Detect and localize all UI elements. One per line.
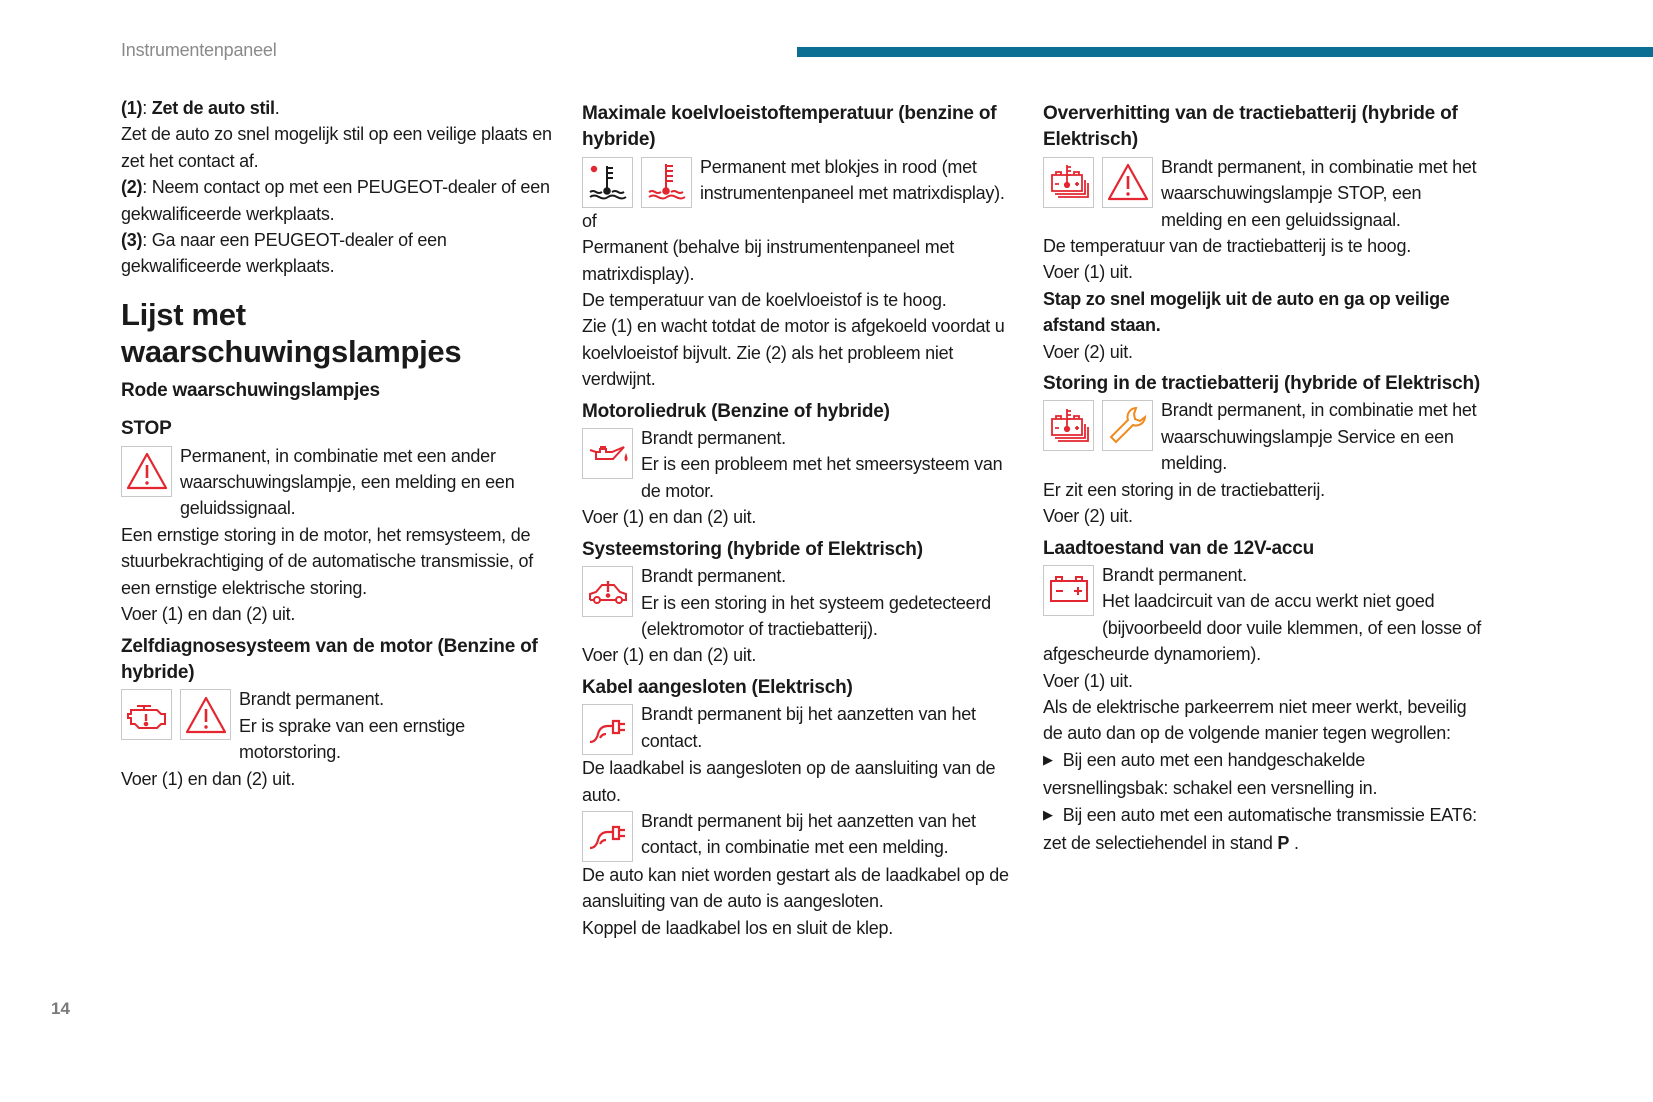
- bold-text: (3): [121, 230, 143, 251]
- text-run: Permanent (behalve bij instrumentenpaneel met matrixdisplay).: [582, 237, 954, 284]
- heading-zelfdiagnosesysteem-van-de-motor-benzine: [121, 634, 561, 687]
- text-run: Bij een auto met een automatische transmissie EAT6: zet de selectiehendel in stand: [1043, 804, 1477, 853]
- plug-icon: [582, 704, 633, 755]
- column-middle: [582, 95, 1022, 941]
- warning-light-description: [582, 425, 1022, 504]
- text-run: Voer (2) uit.: [1043, 506, 1133, 527]
- description-text: Brandt permanent bij het aanzetten van het contact.: [641, 704, 976, 751]
- warning-light-description: [582, 808, 1022, 862]
- section-title: [121, 296, 561, 370]
- paragraph: [582, 504, 1022, 530]
- description-text: Brandt permanent, in combinatie met het waarschuwingslampje Service en een melding.: [1161, 400, 1477, 474]
- text-run: Voer (1) en dan (2) uit.: [582, 507, 757, 528]
- text-run: Oververhitting van de tractiebatterij (hybride of Elektrisch): [1043, 103, 1458, 151]
- description-text: Er is een storing in het systeem gedetecteerd (elektromotor of tractiebatterij).: [641, 592, 991, 639]
- battery-temp-icon: [1043, 400, 1094, 451]
- warning-light-icons: [582, 428, 633, 479]
- warning-light-icons: [1043, 400, 1153, 451]
- text-run: STOP: [121, 418, 172, 440]
- bullet-item: [1043, 747, 1483, 802]
- warning-light-description: [582, 563, 1022, 642]
- heading-systeemstoring-hybride-of-elektrisch: [582, 537, 1022, 563]
- text-run: :: [142, 98, 152, 118]
- battery-temp-icon: [1043, 157, 1094, 208]
- paragraph: [1043, 259, 1483, 285]
- text-run: Voer (1) en dan (2) uit.: [121, 604, 296, 625]
- text-run: Voer (1) uit.: [1043, 670, 1133, 691]
- paragraph: [582, 313, 1022, 392]
- text-run: Voer (2) uit.: [1043, 341, 1133, 362]
- text-run: Storing in de tractiebatterij (hybride of Elektrisch): [1043, 373, 1481, 395]
- heading-laadtoestand-van-de-12v-accu: [1043, 536, 1483, 562]
- paragraph: [121, 227, 561, 280]
- warning-light-description: [582, 154, 1022, 208]
- warning-light-icons: [121, 446, 172, 497]
- battery-icon: [1043, 565, 1094, 616]
- description-text: Brandt permanent.: [641, 566, 786, 587]
- paragraph: [1043, 286, 1483, 339]
- paragraph: [1043, 477, 1483, 503]
- text-run: Bij een auto met een handgeschakelde versnellingsbak: schakel een versnelling in.: [1043, 749, 1378, 799]
- paragraph: [582, 755, 1022, 808]
- page-number: 14: [51, 999, 70, 1018]
- paragraph: [121, 95, 561, 121]
- paragraph: [121, 766, 561, 792]
- text-run: Als de elektrische parkeerrem niet meer werkt, beveilig de auto dan op de volgende manier tegen wegrollen:: [1043, 696, 1467, 744]
- warning-light-icons: [582, 811, 633, 862]
- description-text: Het laadcircuit van de accu werkt niet goed (bijvoorbeeld door vuile klemmen, of een losse of afgescheurde dynamoriem).: [1043, 591, 1481, 665]
- paragraph: [121, 522, 561, 601]
- description-text: Brandt permanent, in combinatie met het waarschuwingslampje STOP, een melding en een geluidssignaal.: [1161, 156, 1477, 230]
- text-run: Voer (1) en dan (2) uit.: [582, 645, 757, 666]
- text-run: Voer (1) uit.: [1043, 262, 1133, 283]
- text-run: Voer (1) en dan (2) uit.: [121, 768, 296, 789]
- description-text: Brandt permanent.: [239, 689, 384, 710]
- heading-oververhitting-van-de-tractiebatterij-hy: [1043, 101, 1483, 154]
- description-text: Permanent met blokjes in rood (met instrumentenpaneel met matrixdisplay).: [700, 156, 1005, 204]
- heading-motoroliedruk-benzine-of-hybride: [582, 399, 1022, 425]
- heading-storing-in-de-tractiebatterij-hybride-of: [1043, 371, 1483, 397]
- warning-icon: [121, 446, 172, 497]
- warning-light-description: [582, 701, 1022, 755]
- warning-light-description: [1043, 154, 1483, 233]
- coolant-temp-red-icon: [641, 157, 692, 208]
- warning-light-icons: [121, 689, 231, 740]
- text-run: Maximale koelvloeistoftemperatuur (benzine of hybride): [582, 103, 997, 151]
- warning-icon: [180, 689, 231, 740]
- warning-light-icons: [582, 566, 633, 617]
- warning-light-icons: [582, 704, 633, 755]
- description-text: Er is sprake van een ernstige motorstoring.: [239, 715, 465, 763]
- paragraph: [582, 642, 1022, 668]
- description-text: Brandt permanent.: [641, 428, 786, 449]
- coolant-temp-icon: [582, 157, 633, 208]
- text-run: Zie (1) en wacht totdat de motor is afgekoeld voordat u koelvloeistof bijvult. Zie (2) als het probleem niet verdwijnt.: [582, 316, 1005, 390]
- text-run: De temperatuur van de koelvloeistof is te hoog.: [582, 290, 947, 311]
- text-run: De laadkabel is aangesloten op de aansluiting van de auto.: [582, 758, 996, 805]
- bold-text: Zet de auto stil: [151, 98, 275, 118]
- paragraph: [121, 601, 561, 627]
- warning-light-description: [121, 686, 561, 765]
- text-run: Rode waarschuwingslampjes: [121, 379, 380, 401]
- text-run: Systeemstoring (hybride of Elektrisch): [582, 538, 923, 560]
- bold-text: (1): [121, 98, 143, 118]
- paragraph: [582, 287, 1022, 313]
- paragraph: [1043, 233, 1483, 259]
- warning-light-icons: [1043, 157, 1153, 208]
- warning-light-description: [121, 443, 561, 522]
- paragraph: [1043, 668, 1483, 694]
- column-right: [1043, 95, 1483, 856]
- paragraph: [582, 915, 1022, 941]
- engine-icon: [121, 689, 172, 740]
- text-run: Koppel de laadkabel los en sluit de klep.: [582, 917, 893, 938]
- text-run: De auto kan niet worden gestart als de laadkabel op de aansluiting van de auto is aangesloten.: [582, 864, 1009, 912]
- text-run: Kabel aangesloten (Elektrisch): [582, 676, 853, 698]
- subsection-title: [121, 378, 561, 404]
- header-accent-bar: [797, 47, 1653, 57]
- car-fault-icon: [582, 566, 633, 617]
- text-run: of: [582, 210, 597, 231]
- text-run: De temperatuur van de tractiebatterij is te hoog.: [1043, 236, 1411, 257]
- bold-text: (2): [121, 177, 143, 198]
- heading-kabel-aangesloten-elektrisch: [582, 675, 1022, 701]
- paragraph: [582, 234, 1022, 287]
- heading-maximale-koelvloeistoftemperatuur-benzin: [582, 101, 1022, 154]
- bullet-item: [1043, 802, 1483, 857]
- paragraph: [121, 121, 561, 174]
- bold-text: P: [1277, 832, 1290, 853]
- warning-light-icons: [1043, 565, 1094, 616]
- description-text: Permanent, in combinatie met een ander waarschuwingslampje, een melding en een geluidssignaal.: [180, 445, 515, 519]
- description-text: Brandt permanent bij het aanzetten van het contact, in combinatie met een melding.: [641, 810, 976, 858]
- paragraph: [582, 862, 1022, 915]
- text-run: .: [1289, 832, 1299, 853]
- warning-light-description: [1043, 562, 1483, 668]
- text-run: .: [274, 98, 280, 118]
- text-run: : Ga naar een PEUGEOT-dealer of een gekwalificeerde werkplaats.: [121, 230, 447, 277]
- paragraph: [582, 208, 1022, 234]
- description-text: Brandt permanent.: [1102, 564, 1247, 585]
- oil-icon: [582, 428, 633, 479]
- text-run: Er zit een storing in de tractiebatterij.: [1043, 479, 1325, 500]
- column-left: [121, 95, 561, 792]
- text-run: Lijst met waarschuwingslampjes: [121, 296, 462, 369]
- text-run: Zet de auto zo snel mogelijk stil op een veilige plaats en zet het contact af.: [121, 124, 552, 171]
- warning-light-description: [1043, 397, 1483, 476]
- heading-stop: [121, 416, 561, 442]
- text-run: Een ernstige storing in de motor, het remsysteem, de stuurbekrachtiging of de automatische transmissie, of een ernstige elektrische storing.: [121, 524, 533, 598]
- warning-light-icons: [582, 157, 692, 208]
- running-header-title: Instrumentenpaneel: [121, 40, 277, 60]
- text-run: Motoroliedruk (Benzine of hybride): [582, 400, 890, 422]
- paragraph: [1043, 503, 1483, 529]
- bold-text: Stap zo snel mogelijk uit de auto en ga op veilige afstand staan.: [1043, 288, 1450, 336]
- text-run: : Neem contact op met een PEUGEOT-dealer of een gekwalificeerde werkplaats.: [121, 177, 550, 224]
- warning-icon: [1102, 157, 1153, 208]
- text-run: Laadtoestand van de 12V-accu: [1043, 537, 1315, 559]
- paragraph: [121, 174, 561, 227]
- paragraph: [1043, 339, 1483, 365]
- paragraph: [1043, 694, 1483, 747]
- description-text: Er is een probleem met het smeersysteem van de motor.: [641, 454, 1003, 501]
- plug-icon: [582, 811, 633, 862]
- text-run: Zelfdiagnosesysteem van de motor (Benzine of hybride): [121, 635, 538, 683]
- wrench-icon: [1102, 400, 1153, 451]
